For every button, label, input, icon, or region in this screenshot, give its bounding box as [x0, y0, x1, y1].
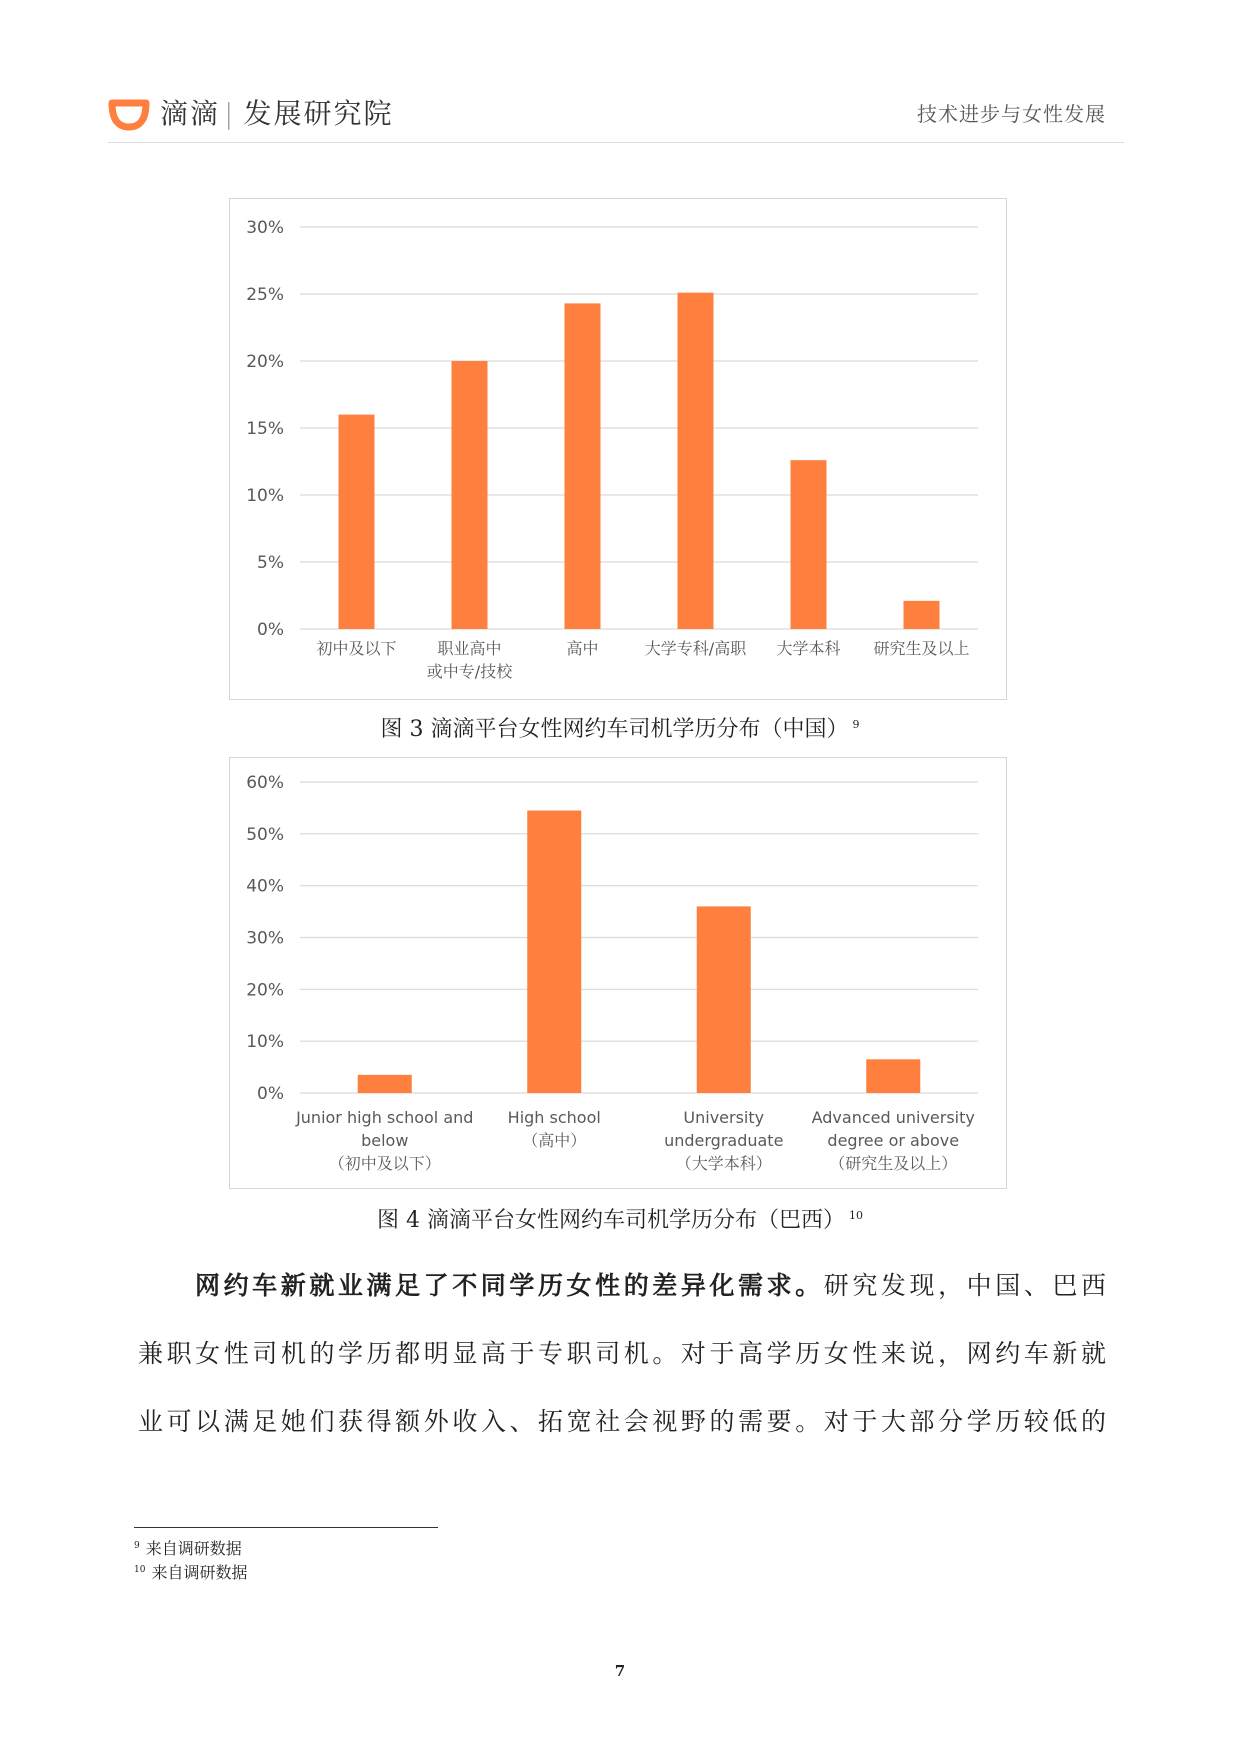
- header-divider: [108, 142, 1124, 143]
- x-tick-label: 初中及以下: [316, 639, 397, 658]
- bar: [358, 1075, 412, 1093]
- x-tick-label: High school: [507, 1108, 601, 1127]
- x-tick-label: University: [683, 1108, 765, 1127]
- bar: [452, 361, 488, 629]
- document-title: 技术进步与女性发展: [917, 102, 1106, 126]
- footnote-9-number: 9: [134, 1540, 140, 1551]
- chart-china-svg: [230, 199, 1006, 699]
- y-tick-label: 10%: [246, 486, 284, 506]
- chart-brazil-svg: [230, 758, 1006, 1188]
- x-tick-label: undergraduate: [664, 1131, 784, 1150]
- brand-separator: |: [224, 97, 236, 130]
- paragraph-line-1-rest: 研究发现，中国、巴西: [823, 1271, 1106, 1300]
- brand-subtitle: 发展研究院: [243, 97, 394, 130]
- y-tick-label: 60%: [246, 773, 284, 793]
- page-header: [108, 92, 1124, 142]
- figure3-footnote-ref: 9: [852, 717, 860, 731]
- footnote-10-text: 来自调研数据: [151, 1563, 248, 1582]
- figure4-footnote-ref: 10: [849, 1208, 863, 1222]
- bar: [527, 811, 581, 1093]
- paragraph-lead-bold: 网约车新就业满足了不同学历女性的差异化需求。: [195, 1271, 824, 1300]
- footnote-divider: [134, 1527, 438, 1528]
- y-tick-label: 10%: [246, 1032, 284, 1053]
- y-tick-label: 30%: [246, 928, 284, 949]
- x-tick-label: （大学本科）: [675, 1154, 772, 1173]
- y-tick-label: 25%: [246, 285, 284, 305]
- didi-logo-icon: [108, 97, 150, 131]
- chart-brazil-education: [229, 757, 1007, 1189]
- paragraph-line-3: 业可以满足她们获得额外收入、拓宽社会视野的需要。对于大部分学历较低的: [138, 1407, 1106, 1436]
- y-tick-label: 20%: [246, 352, 284, 372]
- chart-china-education: [229, 198, 1007, 700]
- bar: [904, 601, 940, 629]
- x-tick-label: 大学专科/高职: [644, 639, 747, 658]
- footnote-9: [134, 1536, 242, 1559]
- y-tick-label: 0%: [257, 1084, 284, 1104]
- x-tick-label: （研究生及以上）: [829, 1154, 958, 1173]
- x-tick-label: degree or above: [827, 1131, 960, 1150]
- figure4-caption: [0, 1203, 1240, 1234]
- brand-name: 滴滴: [160, 97, 221, 130]
- brand-title: [160, 92, 393, 132]
- x-tick-label: （初中及以下）: [328, 1154, 441, 1173]
- x-tick-label: 或中专/技校: [426, 662, 513, 681]
- x-tick-label: 职业高中: [437, 639, 502, 658]
- footnote-9-text: 来自调研数据: [145, 1539, 242, 1558]
- bar: [339, 415, 375, 629]
- paragraph-line-1: [195, 1266, 1106, 1302]
- footnote-10-number: 10: [134, 1564, 146, 1575]
- y-tick-label: 20%: [246, 980, 284, 1001]
- paragraph-line-2: 兼职女性司机的学历都明显高于专职司机。对于高学历女性来说，网约车新就: [138, 1339, 1106, 1368]
- figure3-caption-text: 图 3 滴滴平台女性网约车司机学历分布（中国）: [380, 717, 849, 742]
- bar: [697, 906, 751, 1093]
- x-tick-label: Junior high school and: [296, 1108, 474, 1127]
- bar: [791, 460, 827, 629]
- y-tick-label: 5%: [257, 553, 284, 573]
- x-tick-label: 高中: [566, 639, 599, 658]
- bar: [678, 293, 714, 629]
- figure4-caption-text: 图 4 滴滴平台女性网约车司机学历分布（巴西）: [377, 1208, 845, 1233]
- bar: [866, 1059, 920, 1093]
- y-tick-label: 15%: [246, 419, 284, 439]
- y-tick-label: 30%: [246, 218, 284, 238]
- x-tick-label: （高中）: [522, 1131, 587, 1150]
- footnote-10: [134, 1560, 247, 1583]
- x-tick-label: Advanced university: [811, 1108, 975, 1127]
- x-tick-label: below: [361, 1131, 409, 1150]
- y-tick-label: 40%: [246, 876, 284, 897]
- figure3-caption: [0, 712, 1240, 743]
- y-tick-label: 0%: [257, 620, 284, 640]
- page-number: 7: [614, 1662, 626, 1680]
- y-tick-label: 50%: [246, 824, 284, 845]
- x-tick-label: 大学本科: [776, 639, 841, 658]
- bar: [565, 303, 601, 629]
- x-tick-label: 研究生及以上: [873, 639, 970, 658]
